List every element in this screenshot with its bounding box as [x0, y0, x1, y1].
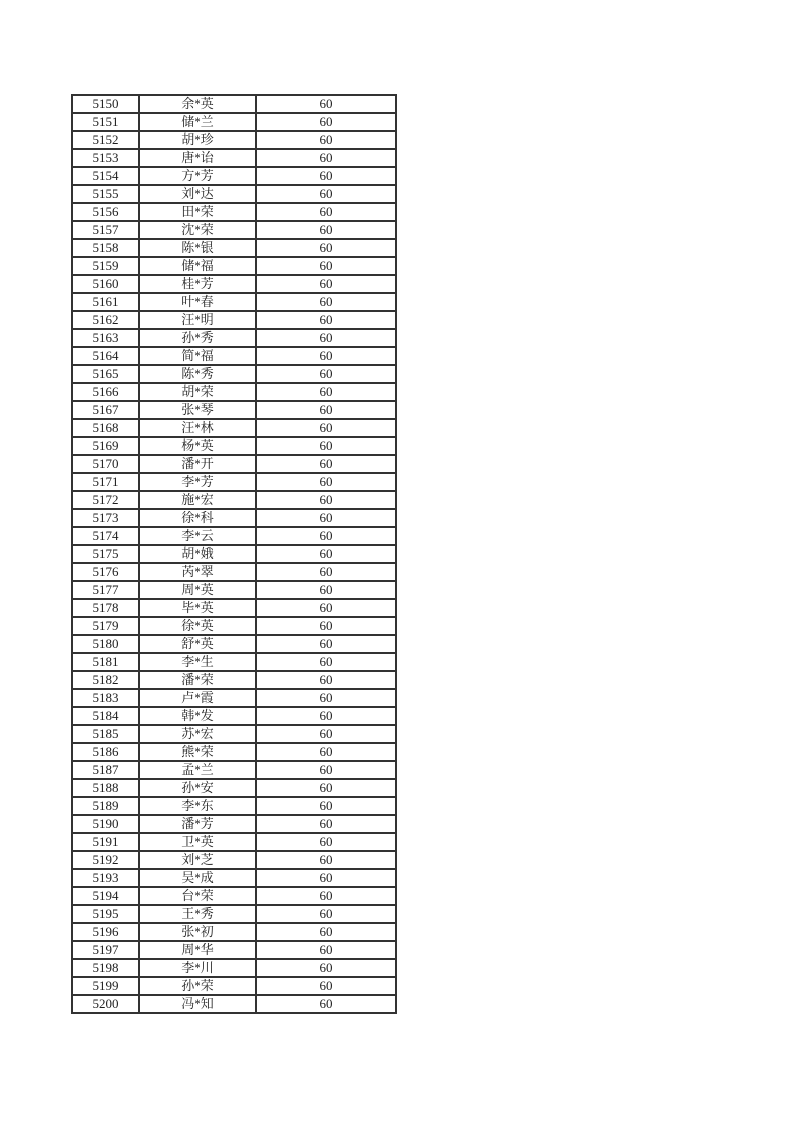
row-name-cell: 汪*明: [139, 311, 256, 329]
row-name-cell: 徐*科: [139, 509, 256, 527]
table-row: [72, 491, 396, 509]
table-row: [72, 851, 396, 869]
row-name-cell: 李*生: [139, 653, 256, 671]
table-row: [72, 653, 396, 671]
row-name-cell: 卢*霞: [139, 689, 256, 707]
table-row: [72, 149, 396, 167]
table-row: [72, 743, 396, 761]
row-name-cell: 刘*芝: [139, 851, 256, 869]
row-id-cell: 5155: [72, 185, 139, 203]
row-name-cell: 冯*知: [139, 995, 256, 1013]
row-name-cell: 张*琴: [139, 401, 256, 419]
row-score-cell: 60: [256, 95, 396, 113]
row-name-cell: 陈*银: [139, 239, 256, 257]
row-name-cell: 李*云: [139, 527, 256, 545]
row-score-cell: 60: [256, 779, 396, 797]
row-name-cell: 徐*英: [139, 617, 256, 635]
table-row: [72, 239, 396, 257]
row-id-cell: 5163: [72, 329, 139, 347]
row-score-cell: 60: [256, 635, 396, 653]
row-id-cell: 5194: [72, 887, 139, 905]
row-id-cell: 5183: [72, 689, 139, 707]
table-row: [72, 815, 396, 833]
table-row: [72, 437, 396, 455]
row-id-cell: 5184: [72, 707, 139, 725]
table-row: [72, 275, 396, 293]
table-row: [72, 905, 396, 923]
row-name-cell: 桂*芳: [139, 275, 256, 293]
row-id-cell: 5190: [72, 815, 139, 833]
row-id-cell: 5164: [72, 347, 139, 365]
row-score-cell: 60: [256, 797, 396, 815]
row-score-cell: 60: [256, 977, 396, 995]
row-id-cell: 5152: [72, 131, 139, 149]
row-id-cell: 5173: [72, 509, 139, 527]
row-score-cell: 60: [256, 743, 396, 761]
row-score-cell: 60: [256, 491, 396, 509]
row-name-cell: 余*英: [139, 95, 256, 113]
row-id-cell: 5178: [72, 599, 139, 617]
row-id-cell: 5193: [72, 869, 139, 887]
row-score-cell: 60: [256, 257, 396, 275]
table-row: [72, 185, 396, 203]
row-name-cell: 芮*翠: [139, 563, 256, 581]
row-id-cell: 5153: [72, 149, 139, 167]
row-id-cell: 5175: [72, 545, 139, 563]
table-row: [72, 671, 396, 689]
table-row: [72, 959, 396, 977]
row-id-cell: 5171: [72, 473, 139, 491]
row-name-cell: 孙*荣: [139, 977, 256, 995]
row-name-cell: 胡*珍: [139, 131, 256, 149]
row-id-cell: 5198: [72, 959, 139, 977]
table-row: [72, 113, 396, 131]
row-id-cell: 5200: [72, 995, 139, 1013]
table-row: [72, 401, 396, 419]
row-score-cell: 60: [256, 239, 396, 257]
row-name-cell: 苏*宏: [139, 725, 256, 743]
row-name-cell: 李*东: [139, 797, 256, 815]
row-id-cell: 5189: [72, 797, 139, 815]
row-name-cell: 潘*芳: [139, 815, 256, 833]
table-row: [72, 347, 396, 365]
table-row: [72, 833, 396, 851]
table-row: [72, 707, 396, 725]
row-id-cell: 5188: [72, 779, 139, 797]
table-row: [72, 689, 396, 707]
row-score-cell: 60: [256, 869, 396, 887]
row-score-cell: 60: [256, 311, 396, 329]
table-row: [72, 563, 396, 581]
row-name-cell: 周*英: [139, 581, 256, 599]
row-id-cell: 5161: [72, 293, 139, 311]
table-row: [72, 869, 396, 887]
table-row: [72, 635, 396, 653]
row-id-cell: 5157: [72, 221, 139, 239]
row-id-cell: 5195: [72, 905, 139, 923]
row-name-cell: 李*芳: [139, 473, 256, 491]
row-name-cell: 吴*成: [139, 869, 256, 887]
row-score-cell: 60: [256, 131, 396, 149]
row-score-cell: 60: [256, 221, 396, 239]
row-name-cell: 孙*秀: [139, 329, 256, 347]
row-score-cell: 60: [256, 923, 396, 941]
row-id-cell: 5192: [72, 851, 139, 869]
table-row: [72, 167, 396, 185]
row-id-cell: 5167: [72, 401, 139, 419]
row-name-cell: 杨*英: [139, 437, 256, 455]
row-name-cell: 张*初: [139, 923, 256, 941]
table-row: [72, 797, 396, 815]
row-name-cell: 周*华: [139, 941, 256, 959]
table-row: [72, 977, 396, 995]
row-score-cell: 60: [256, 383, 396, 401]
table-row: [72, 257, 396, 275]
row-id-cell: 5166: [72, 383, 139, 401]
row-score-cell: 60: [256, 293, 396, 311]
row-name-cell: 唐*诒: [139, 149, 256, 167]
row-name-cell: 毕*英: [139, 599, 256, 617]
table-row: [72, 887, 396, 905]
row-score-cell: 60: [256, 455, 396, 473]
row-score-cell: 60: [256, 167, 396, 185]
score-table: [71, 94, 397, 1014]
row-name-cell: 孙*安: [139, 779, 256, 797]
row-score-cell: 60: [256, 275, 396, 293]
table-row: [72, 779, 396, 797]
row-name-cell: 李*川: [139, 959, 256, 977]
row-id-cell: 5168: [72, 419, 139, 437]
row-name-cell: 储*兰: [139, 113, 256, 131]
table-row: [72, 329, 396, 347]
row-score-cell: 60: [256, 581, 396, 599]
row-id-cell: 5199: [72, 977, 139, 995]
table-row: [72, 941, 396, 959]
row-name-cell: 陈*秀: [139, 365, 256, 383]
row-score-cell: 60: [256, 815, 396, 833]
row-score-cell: 60: [256, 185, 396, 203]
score-table-body: [72, 95, 396, 1013]
row-score-cell: 60: [256, 473, 396, 491]
table-row: [72, 995, 396, 1013]
row-id-cell: 5177: [72, 581, 139, 599]
table-row: [72, 293, 396, 311]
row-id-cell: 5154: [72, 167, 139, 185]
row-id-cell: 5158: [72, 239, 139, 257]
row-id-cell: 5176: [72, 563, 139, 581]
table-row: [72, 761, 396, 779]
row-id-cell: 5165: [72, 365, 139, 383]
row-score-cell: 60: [256, 653, 396, 671]
row-score-cell: 60: [256, 761, 396, 779]
row-id-cell: 5169: [72, 437, 139, 455]
row-name-cell: 简*福: [139, 347, 256, 365]
table-row: [72, 221, 396, 239]
row-score-cell: 60: [256, 887, 396, 905]
row-id-cell: 5180: [72, 635, 139, 653]
table-row: [72, 131, 396, 149]
row-score-cell: 60: [256, 689, 396, 707]
row-score-cell: 60: [256, 617, 396, 635]
row-id-cell: 5197: [72, 941, 139, 959]
row-name-cell: 卫*英: [139, 833, 256, 851]
row-score-cell: 60: [256, 401, 396, 419]
row-id-cell: 5150: [72, 95, 139, 113]
row-name-cell: 叶*春: [139, 293, 256, 311]
row-id-cell: 5191: [72, 833, 139, 851]
table-row: [72, 545, 396, 563]
row-score-cell: 60: [256, 833, 396, 851]
row-name-cell: 熊*荣: [139, 743, 256, 761]
row-name-cell: 台*荣: [139, 887, 256, 905]
row-id-cell: 5187: [72, 761, 139, 779]
table-row: [72, 599, 396, 617]
row-id-cell: 5159: [72, 257, 139, 275]
table-row: [72, 365, 396, 383]
row-score-cell: 60: [256, 851, 396, 869]
row-score-cell: 60: [256, 509, 396, 527]
row-id-cell: 5170: [72, 455, 139, 473]
row-score-cell: 60: [256, 905, 396, 923]
row-score-cell: 60: [256, 707, 396, 725]
row-score-cell: 60: [256, 149, 396, 167]
row-score-cell: 60: [256, 203, 396, 221]
table-row: [72, 473, 396, 491]
row-name-cell: 方*芳: [139, 167, 256, 185]
row-name-cell: 汪*林: [139, 419, 256, 437]
row-name-cell: 刘*达: [139, 185, 256, 203]
row-id-cell: 5181: [72, 653, 139, 671]
row-name-cell: 田*荣: [139, 203, 256, 221]
row-id-cell: 5151: [72, 113, 139, 131]
row-score-cell: 60: [256, 959, 396, 977]
row-id-cell: 5186: [72, 743, 139, 761]
row-name-cell: 沈*荣: [139, 221, 256, 239]
row-score-cell: 60: [256, 671, 396, 689]
row-score-cell: 60: [256, 113, 396, 131]
table-row: [72, 617, 396, 635]
row-id-cell: 5182: [72, 671, 139, 689]
row-name-cell: 胡*娥: [139, 545, 256, 563]
row-name-cell: 施*宏: [139, 491, 256, 509]
table-row: [72, 725, 396, 743]
table-row: [72, 581, 396, 599]
row-score-cell: 60: [256, 329, 396, 347]
table-row: [72, 455, 396, 473]
table-row: [72, 923, 396, 941]
row-score-cell: 60: [256, 599, 396, 617]
row-id-cell: 5185: [72, 725, 139, 743]
row-name-cell: 潘*荣: [139, 671, 256, 689]
row-id-cell: 5156: [72, 203, 139, 221]
row-score-cell: 60: [256, 941, 396, 959]
row-score-cell: 60: [256, 347, 396, 365]
row-score-cell: 60: [256, 365, 396, 383]
row-score-cell: 60: [256, 527, 396, 545]
row-id-cell: 5179: [72, 617, 139, 635]
row-name-cell: 王*秀: [139, 905, 256, 923]
row-name-cell: 舒*英: [139, 635, 256, 653]
row-score-cell: 60: [256, 545, 396, 563]
table-row: [72, 95, 396, 113]
row-id-cell: 5174: [72, 527, 139, 545]
row-score-cell: 60: [256, 419, 396, 437]
table-row: [72, 383, 396, 401]
row-id-cell: 5160: [72, 275, 139, 293]
row-name-cell: 孟*兰: [139, 761, 256, 779]
row-name-cell: 储*福: [139, 257, 256, 275]
table-row: [72, 311, 396, 329]
row-id-cell: 5162: [72, 311, 139, 329]
row-score-cell: 60: [256, 995, 396, 1013]
row-score-cell: 60: [256, 563, 396, 581]
row-id-cell: 5172: [72, 491, 139, 509]
row-score-cell: 60: [256, 725, 396, 743]
table-row: [72, 419, 396, 437]
row-score-cell: 60: [256, 437, 396, 455]
row-name-cell: 胡*荣: [139, 383, 256, 401]
table-row: [72, 203, 396, 221]
row-id-cell: 5196: [72, 923, 139, 941]
table-row: [72, 527, 396, 545]
row-name-cell: 韩*发: [139, 707, 256, 725]
row-name-cell: 潘*开: [139, 455, 256, 473]
table-row: [72, 509, 396, 527]
